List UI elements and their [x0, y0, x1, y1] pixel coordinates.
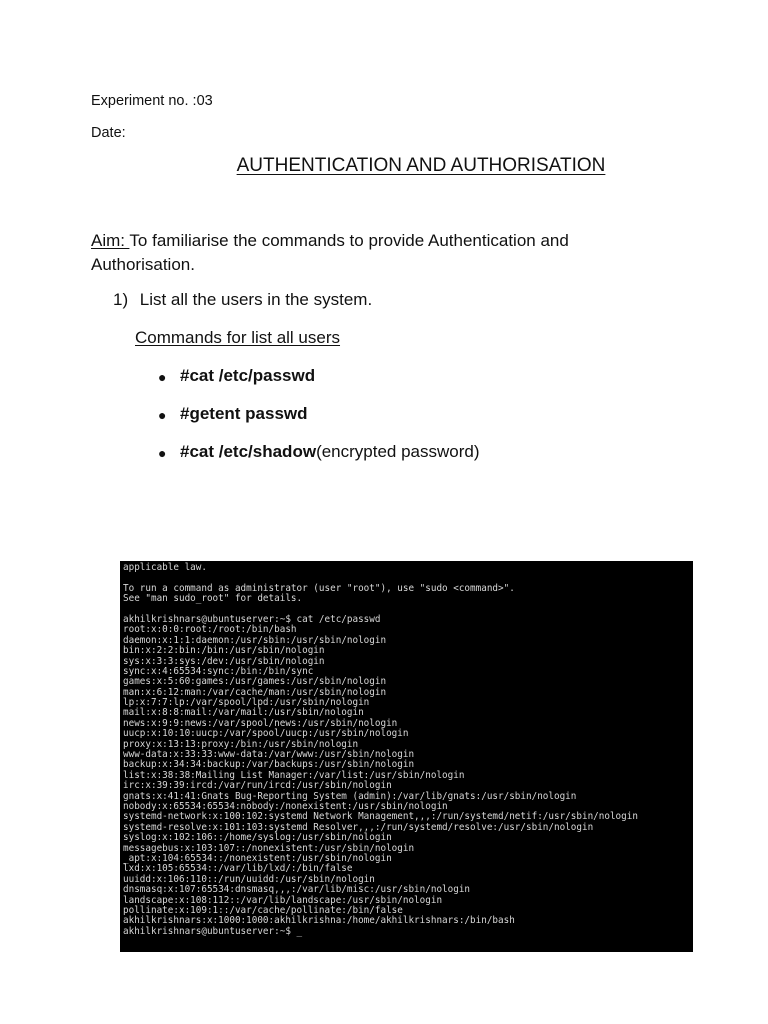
terminal-line: man:x:6:12:man:/var/cache/man:/usr/sbin/nologin — [123, 686, 387, 698]
terminal-line: lp:x:7:7:lp:/var/spool/lpd:/usr/sbin/nologin — [123, 697, 370, 709]
command-text: #getent passwd — [180, 404, 308, 423]
commands-subheading: Commands for list all users — [135, 328, 341, 347]
terminal-line: systemd-resolve:x:101:103:systemd Resolver,,,:/run/systemd/resolve:/usr/sbin/nologin — [123, 821, 594, 833]
terminal-line: _apt:x:104:65534::/nonexistent:/usr/sbin/nologin — [123, 852, 392, 864]
terminal-line: irc:x:39:39:ircd:/var/run/ircd:/usr/sbin/nologin — [123, 780, 392, 792]
aim-label: Aim: — [91, 231, 130, 250]
terminal-line: syslog:x:102:106::/home/syslog:/usr/sbin/nologin — [123, 832, 392, 844]
terminal-line: proxy:x:13:13:proxy:/bin:/usr/sbin/nologin — [123, 738, 359, 750]
terminal-line: pollinate:x:109:1::/var/cache/pollinate:/bin/false — [123, 904, 403, 916]
command-note: (encrypted password) — [316, 442, 480, 461]
terminal-line: list:x:38:38:Mailing List Manager:/var/list:/usr/sbin/nologin — [123, 769, 465, 781]
terminal-screenshot — [120, 561, 693, 952]
terminal-line: applicable law. — [123, 562, 207, 573]
terminal-line: nobody:x:65534:65534:nobody:/nonexistent:/usr/sbin/nologin — [123, 800, 448, 812]
terminal-line: See "man sudo_root" for details. — [123, 593, 303, 605]
terminal-line: gnats:x:41:41:Gnats Bug-Reporting System (admin):/var/lib/gnats:/usr/sbin/nologin — [123, 790, 577, 802]
terminal-line: dnsmasq:x:107:65534:dnsmasq,,,:/var/lib/misc:/usr/sbin/nologin — [123, 884, 471, 896]
terminal-output — [120, 561, 693, 937]
terminal-line: akhilkrishnars@ubuntuserver:~$ cat /etc/passwd — [123, 613, 381, 625]
terminal-line: www-data:x:33:33:www-data:/var/www:/usr/sbin/nologin — [123, 749, 415, 761]
terminal-line: landscape:x:108:112::/var/lib/landscape:/usr/sbin/nologin — [123, 894, 443, 906]
section-1-item — [113, 290, 372, 310]
terminal-line: sys:x:3:3:sys:/dev:/usr/sbin/nologin — [123, 655, 325, 667]
bullet-icon: ● — [158, 445, 167, 461]
bullet-icon: ● — [158, 369, 167, 385]
terminal-line: bin:x:2:2:bin:/bin:/usr/sbin/nologin — [123, 645, 325, 657]
experiment-number: Experiment no. :03 — [91, 93, 213, 109]
terminal-line: lxd:x:105:65534::/var/lib/lxd/:/bin/false — [123, 863, 353, 875]
command-text: #cat /etc/shadow — [180, 442, 317, 461]
date-label: Date: — [91, 125, 126, 141]
terminal-line: daemon:x:1:1:daemon:/usr/sbin:/usr/sbin/nologin — [123, 634, 387, 646]
terminal-line: backup:x:34:34:backup:/var/backups:/usr/sbin/nologin — [123, 759, 415, 771]
terminal-line: messagebus:x:103:107::/nonexistent:/usr/sbin/nologin — [123, 842, 415, 854]
page-title: AUTHENTICATION AND AUTHORISATION — [236, 155, 606, 176]
section-1-number: 1) — [113, 290, 129, 309]
terminal-line: games:x:5:60:games:/usr/games:/usr/sbin/nologin — [123, 676, 387, 688]
list-item — [158, 366, 480, 404]
terminal-line: news:x:9:9:news:/var/spool/news:/usr/sbin/nologin — [123, 717, 398, 729]
commands-list — [158, 366, 480, 480]
terminal-line: akhilkrishnars:x:1000:1000:akhilkrishna:/home/akhilkrishnars:/bin/bash — [123, 915, 515, 927]
aim-paragraph — [91, 229, 631, 277]
terminal-line: akhilkrishnars@ubuntuserver:~$ _ — [123, 925, 303, 937]
command-text: #cat /etc/passwd — [180, 366, 316, 385]
list-item — [158, 442, 480, 480]
terminal-line: uucp:x:10:10:uucp:/var/spool/uucp:/usr/sbin/nologin — [123, 728, 409, 740]
bullet-icon: ● — [158, 407, 167, 423]
list-item — [158, 404, 480, 442]
section-1-text: List all the users in the system. — [139, 290, 373, 309]
terminal-line: mail:x:8:8:mail:/var/mail:/usr/sbin/nologin — [123, 707, 364, 719]
aim-text: To familiarise the commands to provide Authentication and Authorisation. — [91, 231, 569, 274]
terminal-line: systemd-network:x:100:102:systemd Network Management,,,:/run/systemd/netif:/usr/sbin/nologin — [123, 811, 638, 823]
terminal-line: uuidd:x:106:110::/run/uuidd:/usr/sbin/nologin — [123, 873, 375, 885]
terminal-line: sync:x:4:65534:sync:/bin:/bin/sync — [123, 665, 314, 677]
terminal-line: root:x:0:0:root:/root:/bin/bash — [123, 624, 297, 636]
terminal-line: To run a command as administrator (user "root"), use "sudo <command>". — [123, 582, 515, 594]
